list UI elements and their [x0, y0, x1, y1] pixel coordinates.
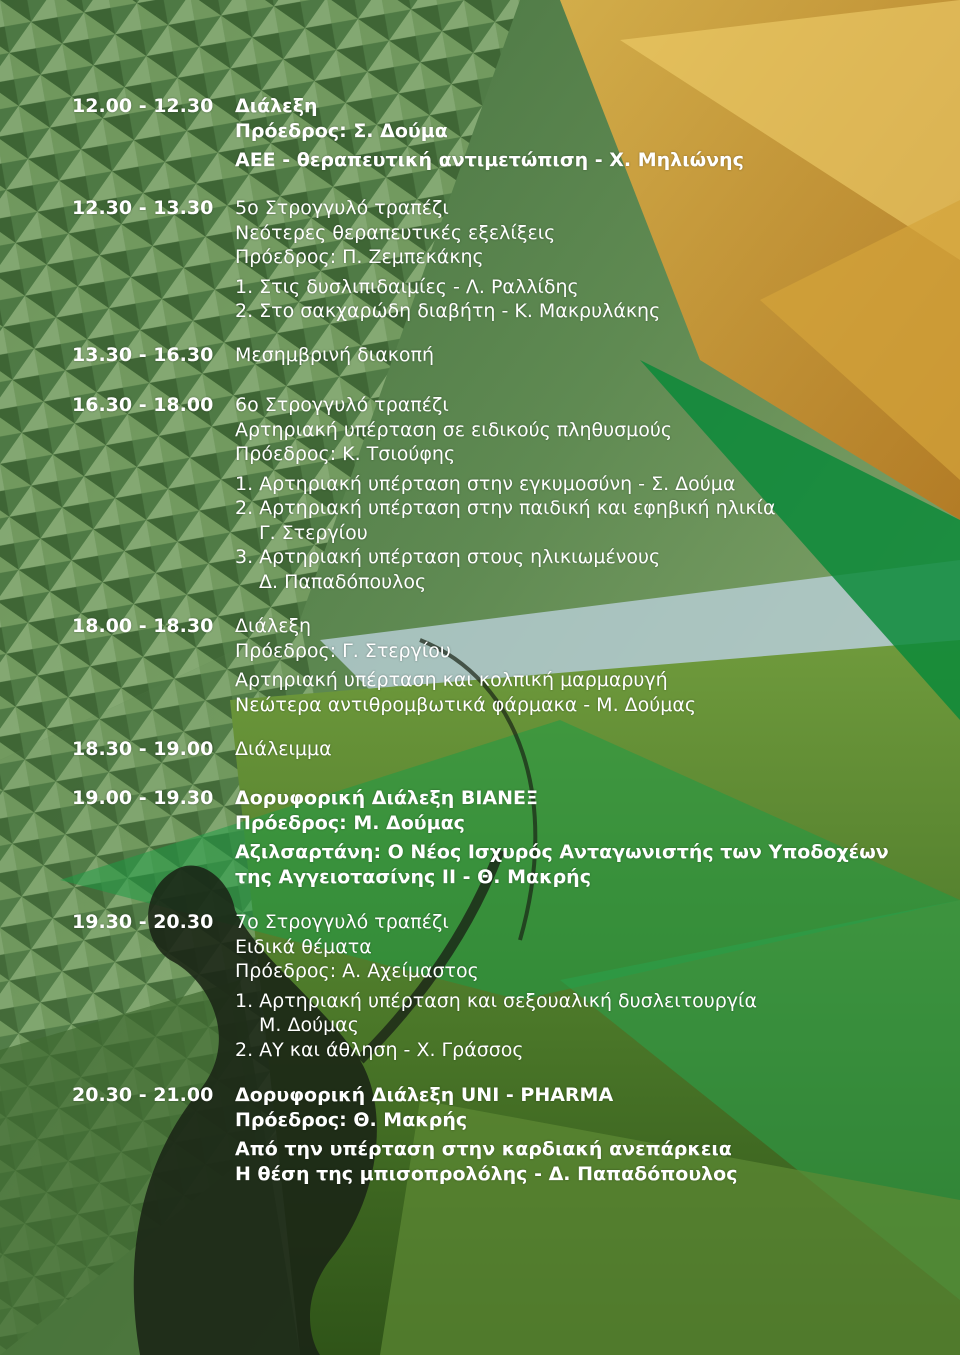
session-chair: Πρόεδρος: Π. Ζεμπεκάκης — [235, 246, 484, 268]
session-title: 7ο Στρογγυλό τραπέζι — [235, 911, 449, 933]
session-title: Μεσημβρινή διακοπή — [235, 344, 435, 366]
session-title: Δορυφορική Διάλεξη ΒΙΑΝΕΞ — [235, 787, 539, 809]
session-talk: 1. Αρτηριακή υπέρταση και σεξουαλική δυσλειτουργία — [235, 989, 757, 1012]
session-speaker: Δ. Παπαδόπουλος — [259, 570, 427, 593]
session-title: 5ο Στρογγυλό τραπέζι — [235, 197, 449, 219]
session-time: 20.30 - 21.00 — [72, 1084, 214, 1106]
session-time: 19.30 - 20.30 — [72, 911, 214, 933]
session-talk: Αζιλσαρτάνη: Ο Νέος Ισχυρός Ανταγωνιστής των Υποδοχέων — [235, 841, 889, 863]
session-talk: ΑΕΕ - θεραπευτική αντιμετώπιση - Χ. Μηλιώνης — [235, 149, 744, 171]
session-speaker: Μ. Δούμας — [259, 1014, 359, 1036]
session-talk: 1. Στις δυσλιπιδαιμίες - Λ. Ραλλίδης — [235, 275, 579, 298]
session-time: 12.30 - 13.30 — [72, 197, 214, 219]
session-chair: Πρόεδρος: Κ. Τσιούφης — [235, 443, 456, 465]
session-talk: Νεώτερα αντιθρομβωτικά φάρμακα - Μ. Δούμας — [235, 693, 697, 716]
session-subtitle: Ειδικά θέματα — [235, 935, 372, 958]
session-talk: Αρτηριακή υπέρταση και κολπική μαρμαρυγή — [235, 669, 668, 691]
session-chair: Πρόεδρος: Γ. Στεργίου — [235, 639, 451, 662]
session-talk: 2. ΑΥ και άθληση - Χ. Γράσσος — [235, 1038, 524, 1061]
session-subtitle: Νεότερες θεραπευτικές εξελίξεις — [235, 221, 556, 244]
session-title: Διάλεξη — [235, 615, 312, 637]
session-title: Διάλεξη — [235, 95, 318, 117]
session-time: 18.30 - 19.00 — [72, 738, 214, 760]
session-talk: Η θέση της μπισοπρολόλης - Δ. Παπαδόπουλος — [235, 1162, 738, 1185]
session-chair: Πρόεδρος: Μ. Δούμας — [235, 811, 465, 834]
session-time: 16.30 - 18.00 — [72, 394, 214, 416]
session-talk: της Αγγειοτασίνης ΙΙ - Θ. Μακρής — [235, 865, 591, 888]
session-title: 6ο Στρογγυλό τραπέζι — [235, 394, 449, 416]
session-chair: Πρόεδρος: Σ. Δούμα — [235, 119, 448, 142]
session-speaker: Γ. Στεργίου — [259, 521, 368, 544]
session-chair: Πρόεδρος: Θ. Μακρής — [235, 1108, 468, 1131]
session-time: 12.00 - 12.30 — [72, 95, 214, 117]
session-time: 18.00 - 18.30 — [72, 615, 214, 637]
session-talk: 1. Αρτηριακή υπέρταση στην εγκυμοσύνη - Σ. Δούμα — [235, 472, 736, 495]
session-talk: Από την υπέρταση στην καρδιακή ανεπάρκεια — [235, 1138, 732, 1160]
session-talk: 2. Αρτηριακή υπέρταση στην παιδική και εφηβική ηλικία — [235, 497, 776, 519]
session-title: Διάλειμμα — [235, 738, 332, 760]
session-talk: 2. Στο σακχαρώδη διαβήτη - Κ. Μακρυλάκης — [235, 300, 661, 322]
session-talk: 3. Αρτηριακή υπέρταση στους ηλικιωμένους — [235, 546, 661, 568]
session-subtitle: Αρτηριακή υπέρταση σε ειδικούς πληθυσμούς — [235, 418, 673, 441]
session-chair: Πρόεδρος: Α. Αχείμαστος — [235, 960, 479, 982]
session-time: 19.00 - 19.30 — [72, 787, 214, 809]
session-title: Δορυφορική Διάλεξη UNI - PHARMA — [235, 1084, 614, 1106]
session-time: 13.30 - 16.30 — [72, 344, 214, 366]
